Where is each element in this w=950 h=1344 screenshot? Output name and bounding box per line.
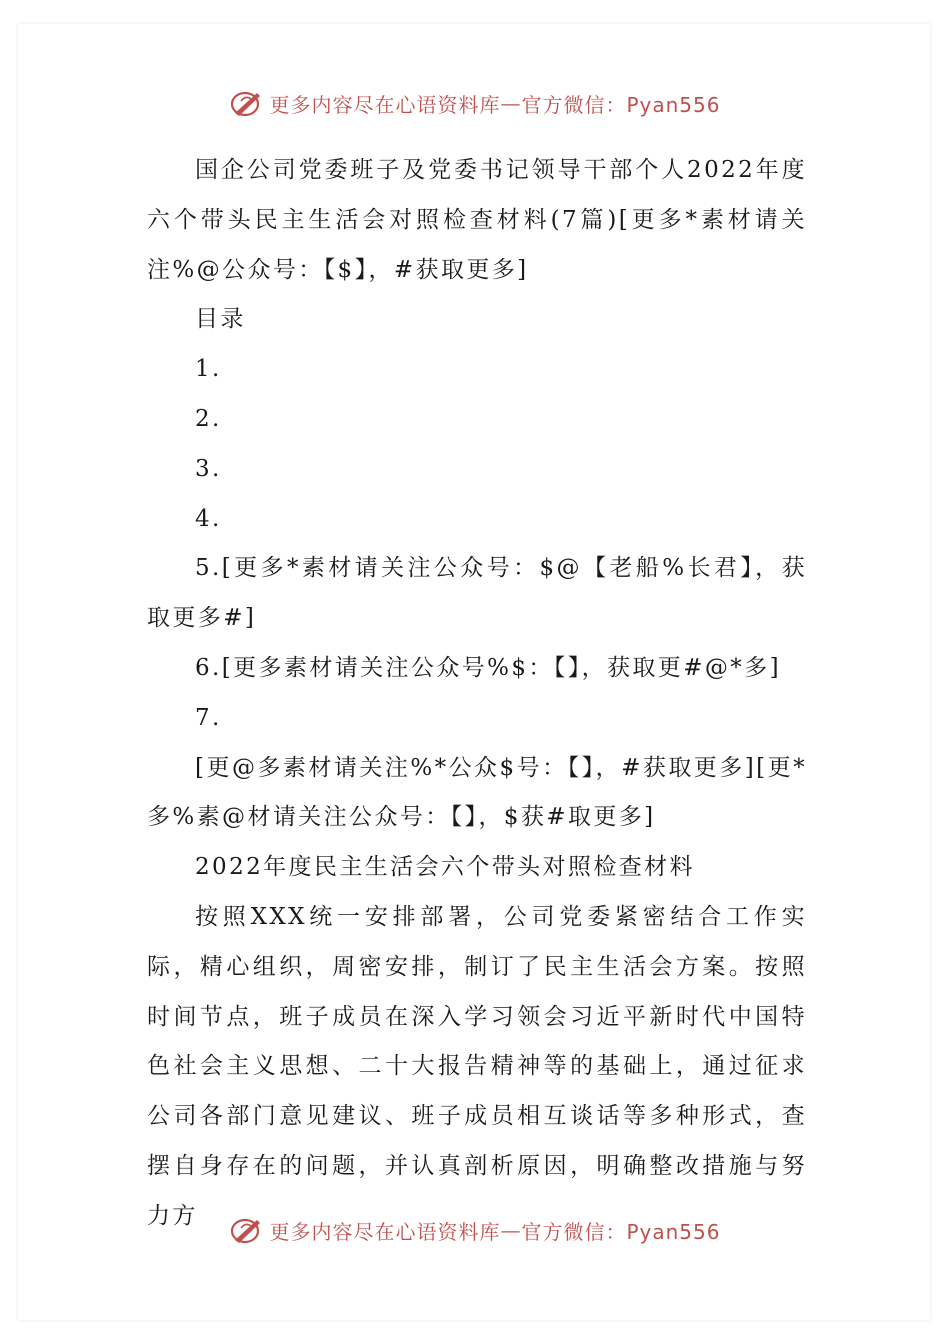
- toc-item-1: 1.: [195, 356, 222, 383]
- toc-item-6: 6.[更多素材请关注公众号%$：【】，获取更#@*多]: [195, 654, 781, 681]
- banner-dash: —: [500, 91, 522, 115]
- section-title: 2022年度民主生活会六个带头对照检查材料: [195, 854, 695, 881]
- banner-wechat: 官方微信：Pyan556: [521, 1219, 721, 1244]
- header-banner: [0, 83, 950, 123]
- toc-item-3: 3.: [195, 455, 222, 482]
- banner-brand: 更多内容尽在心语资料库: [269, 92, 501, 117]
- toc-item-7: 7.: [195, 704, 222, 731]
- toc-item-5: 5.[更多*素材请关注公众号：$@【老船%长君】，获取更多#]: [147, 555, 807, 632]
- banner-brand: 更多内容尽在心语资料库: [269, 1219, 501, 1244]
- pen-logo-icon: [229, 1214, 265, 1246]
- promo-notice: [更@多素材请关注%*公众$号：【】，#获取更多][更*多%素@材请关注公众号：【】，$获#取更多]: [147, 754, 807, 831]
- document-body: [147, 146, 807, 1242]
- document-title: 国企公司党委班子及党委书记领导干部个人2022年度六个带头民主生活会对照检查材料(7篇)[更多*素材请关注%@公众号：【$】，#获取更多]: [147, 157, 807, 283]
- footer-banner: [0, 1210, 950, 1250]
- toc-item-2: 2.: [195, 405, 222, 432]
- toc-item-4: 4.: [195, 505, 222, 532]
- pen-logo-icon: [229, 87, 265, 119]
- toc-heading: 目录: [195, 306, 246, 333]
- banner-dash: —: [500, 1218, 522, 1242]
- banner-wechat: 官方微信：Pyan556: [521, 92, 721, 117]
- body-paragraph: 按照XXX统一安排部署，公司党委紧密结合工作实际，精心组织，周密安排，制订了民主生活会方案。按照时间节点，班子成员在深入学习领会习近平新时代中国特色社会主义思想、二十大报告精神等的基础上，通过征求公司各部门意见建议、班子成员相互谈话等多种形式，查摆自身存在的问题，并认真剖析原因，明确整改措施与努力方: [147, 903, 807, 1229]
